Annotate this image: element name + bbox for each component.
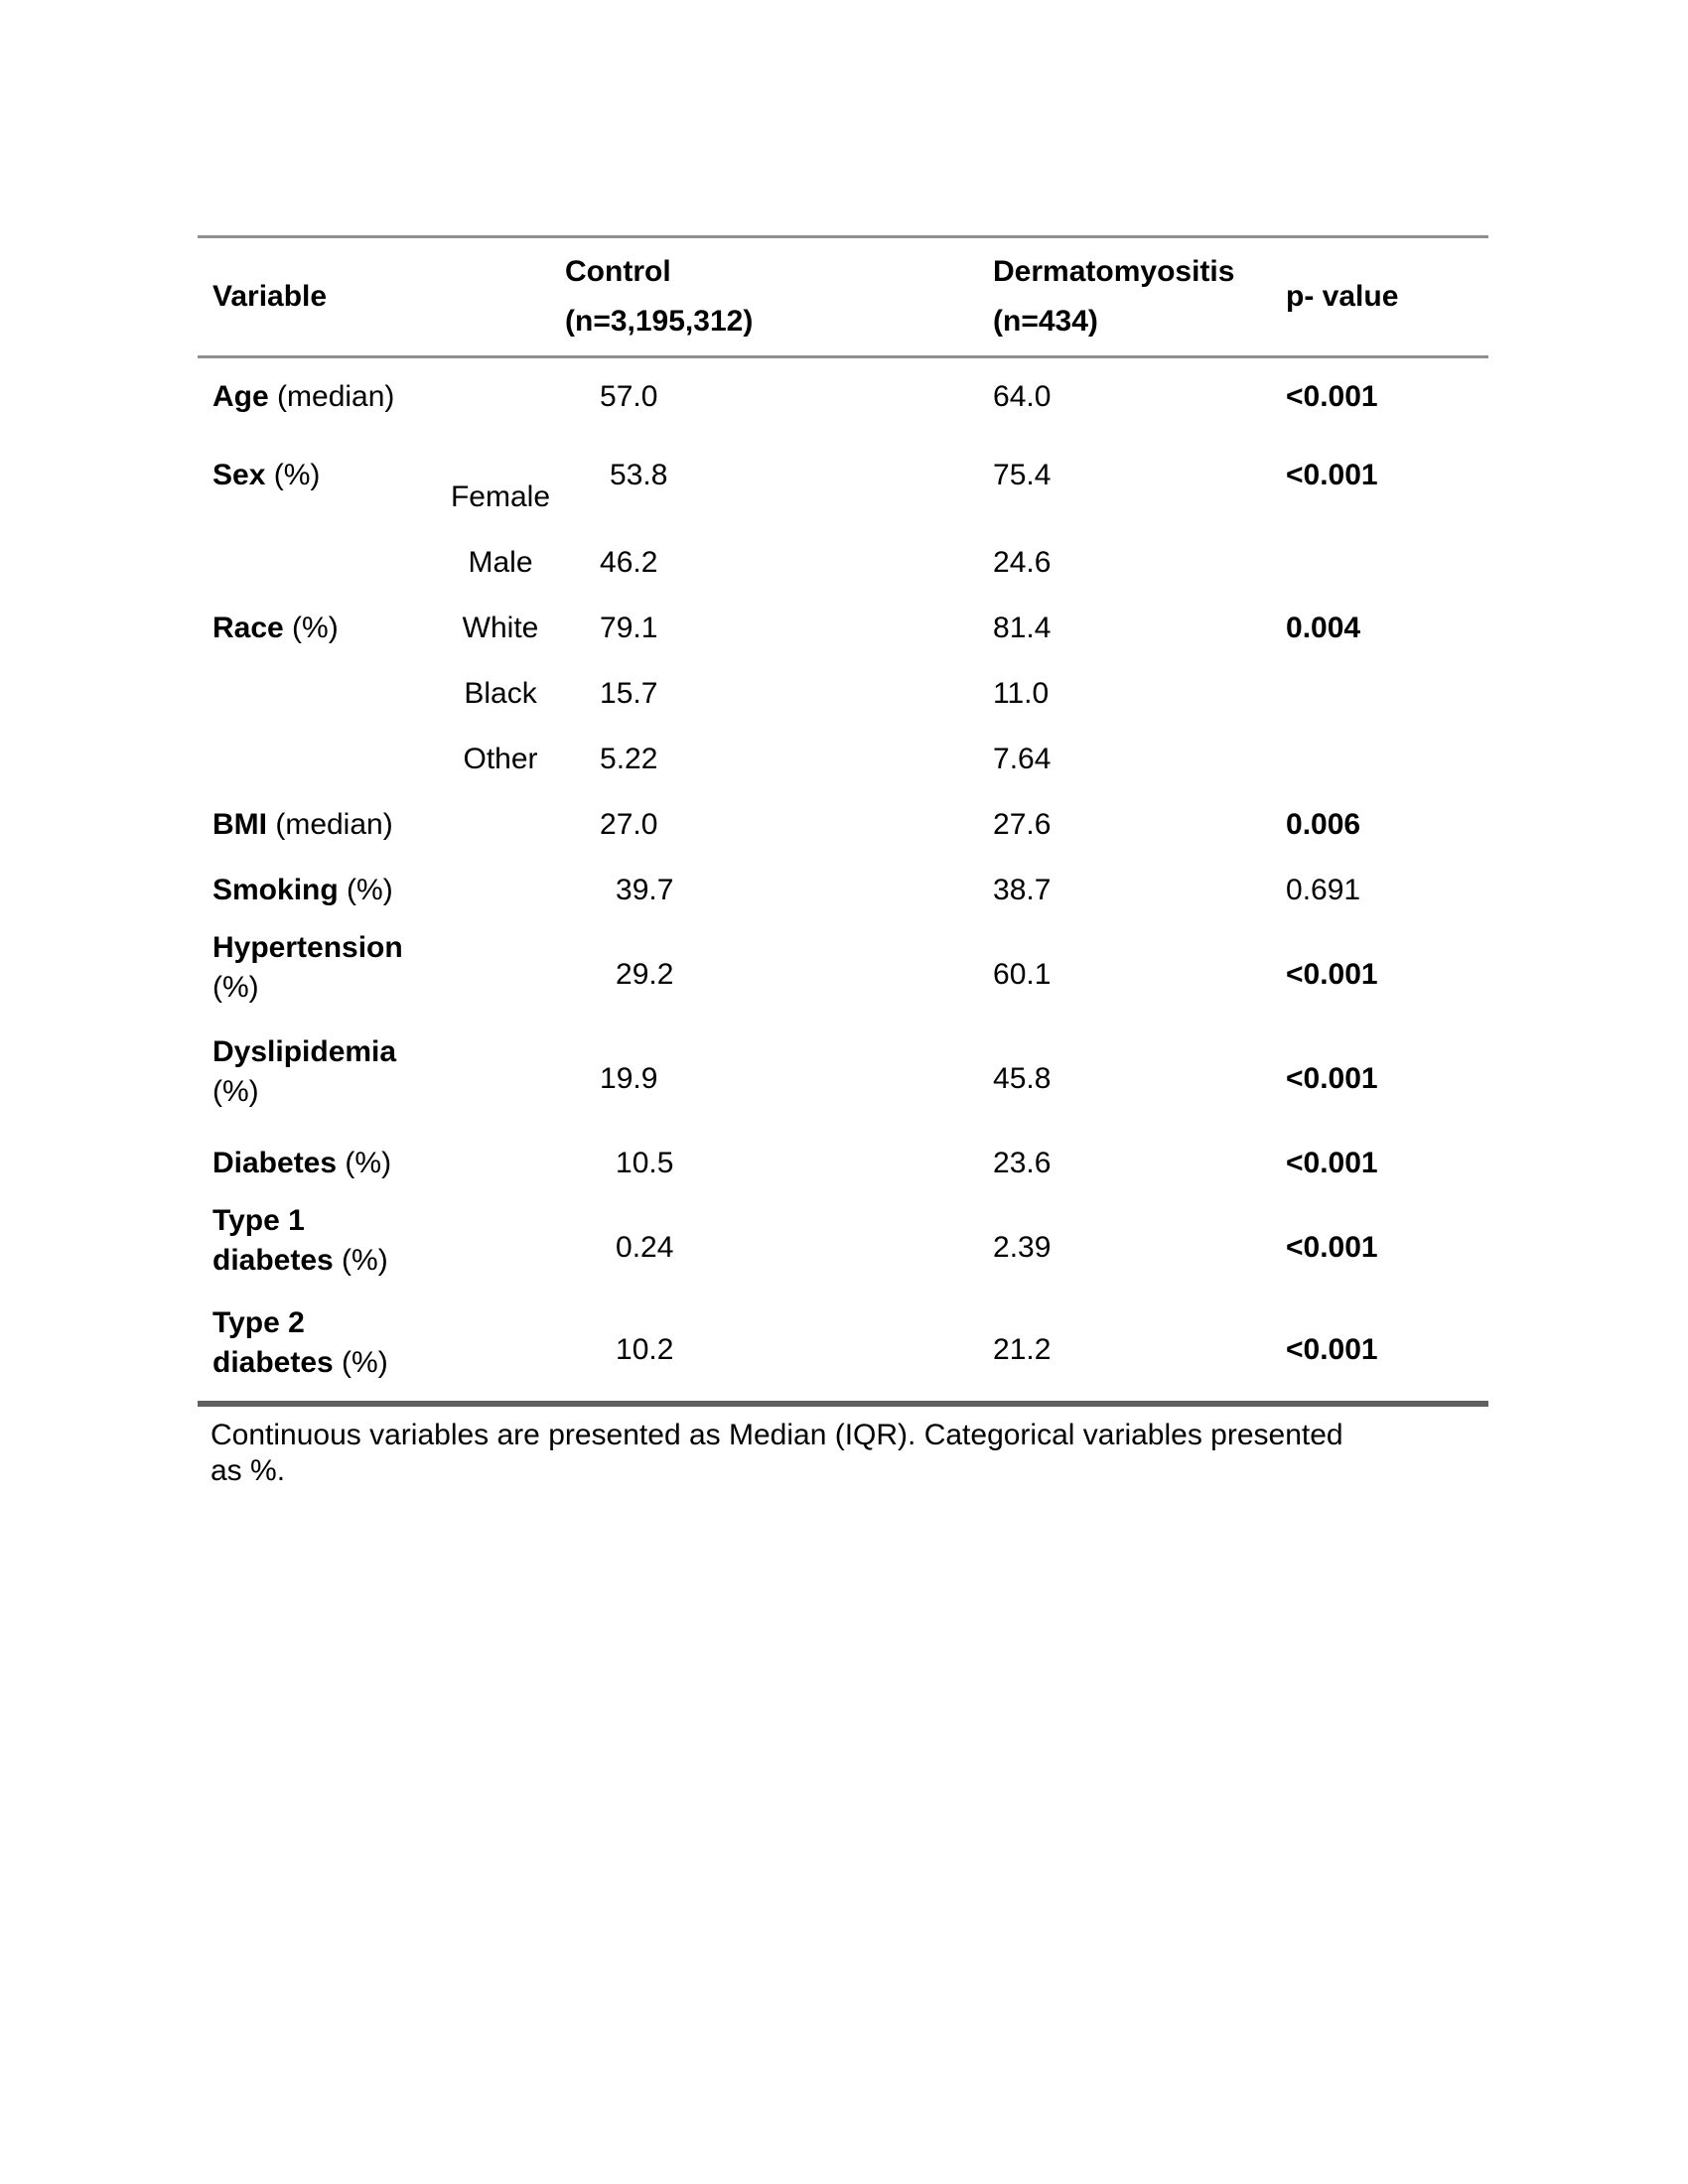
pvalue-cell: <0.001 xyxy=(1286,458,1378,491)
variable-name: Race xyxy=(212,611,284,644)
pvalue-cell: 0.691 xyxy=(1286,873,1361,906)
pvalue-cell xyxy=(1250,661,1488,727)
variable-suffix: (median) xyxy=(267,807,393,841)
control-value-cell: 19.9 xyxy=(600,1062,658,1095)
variable-name: Smoking xyxy=(212,873,339,906)
pvalue-cell: <0.001 xyxy=(1286,1147,1378,1179)
table-row xyxy=(198,858,1488,923)
table-row xyxy=(198,923,1488,1027)
variable-name: Dyslipidemia xyxy=(212,1035,397,1068)
table-row xyxy=(198,1300,1488,1404)
dermatomyositis-value-cell: 64.0 xyxy=(993,379,1052,413)
subcategory-cell: Male xyxy=(468,545,533,579)
variable-cell xyxy=(198,792,436,858)
variable-name: Type 1 xyxy=(212,1204,305,1237)
footnote-line2: as %. xyxy=(211,1454,286,1487)
pvalue-cell xyxy=(1250,727,1488,792)
pvalue-cell: <0.001 xyxy=(1286,1231,1378,1264)
variable-suffix: (median) xyxy=(268,379,395,413)
variable-cell xyxy=(198,1300,436,1404)
table-header-row xyxy=(198,237,1488,357)
control-value-cell: 39.7 xyxy=(616,873,674,906)
control-header-line1: Control xyxy=(565,255,671,288)
table-row xyxy=(198,661,1488,727)
variable-cell xyxy=(198,661,436,727)
variable-suffix: (%) xyxy=(265,458,321,491)
variable-name: Diabetes xyxy=(212,1147,338,1179)
pvalue-cell: <0.001 xyxy=(1286,958,1378,991)
dermatomyositis-header-lines xyxy=(993,247,1250,346)
variable-line2 xyxy=(212,1343,436,1383)
table-row xyxy=(198,357,1488,436)
dermatomyositis-value-cell: 24.6 xyxy=(993,545,1052,579)
table-row xyxy=(198,792,1488,858)
control-header-lines xyxy=(565,247,957,346)
dermatomyositis-value-cell: 11.0 xyxy=(993,676,1050,710)
control-value-cell: 5.22 xyxy=(600,742,658,775)
variable-suffix: (%) xyxy=(337,1147,392,1179)
variable-suffix2: (%) xyxy=(212,1075,259,1108)
variable-name: Sex xyxy=(212,458,266,491)
control-value-cell: 29.2 xyxy=(616,958,674,991)
table-row xyxy=(198,1196,1488,1300)
pvalue-cell: 0.006 xyxy=(1286,807,1361,841)
pvalue-cell: <0.001 xyxy=(1286,1062,1378,1095)
subcategory-cell xyxy=(436,1300,565,1404)
variable-suffix: (%) xyxy=(338,873,393,906)
control-value-cell: 10.5 xyxy=(616,1147,674,1179)
variable-line1 xyxy=(212,1032,436,1072)
table-row xyxy=(198,1132,1488,1196)
column-header-pvalue: p- value xyxy=(1286,280,1399,313)
variable-cell xyxy=(198,596,436,661)
variable-name2: diabetes xyxy=(212,1244,334,1277)
subcategory-cell: White xyxy=(462,611,539,644)
variable-cell xyxy=(198,1196,436,1300)
table-row xyxy=(198,530,1488,596)
subcategory-cell xyxy=(436,357,565,436)
variable-suffix2: (%) xyxy=(333,1346,388,1379)
dermatomyositis-value-cell: 38.7 xyxy=(993,873,1052,906)
variable-line1 xyxy=(212,928,436,968)
pvalue-cell: <0.001 xyxy=(1286,1333,1378,1366)
subcategory-cell xyxy=(436,858,565,923)
variable-cell xyxy=(198,1027,436,1132)
variable-line2 xyxy=(212,968,436,1008)
dermatomyositis-value-cell: 45.8 xyxy=(993,1062,1052,1095)
table-row xyxy=(198,436,1488,530)
column-header-variable: Variable xyxy=(212,280,328,313)
variable-cell xyxy=(198,530,436,596)
subcategory-cell: Female xyxy=(450,479,551,513)
dermatomyositis-header-line1: Dermatomyositis xyxy=(993,255,1235,288)
control-value-cell: 15.7 xyxy=(600,676,658,710)
subcategory-cell xyxy=(436,1132,565,1196)
control-value-cell: 46.2 xyxy=(600,545,658,579)
control-value-cell: 57.0 xyxy=(600,379,658,413)
control-value-cell: 79.1 xyxy=(600,611,658,644)
dermatomyositis-value-cell: 75.4 xyxy=(993,458,1052,491)
table-row xyxy=(198,596,1488,661)
column-header-dermatomyositis xyxy=(957,237,1250,357)
footnote-line1: Continuous variables are presented as Median (IQR). Categorical variables presented xyxy=(211,1419,1343,1451)
dermatomyositis-header-line2: (n=434) xyxy=(993,305,1098,338)
variable-suffix2: (%) xyxy=(333,1244,388,1277)
variable-name: Age xyxy=(212,379,269,413)
pvalue-cell: 0.004 xyxy=(1286,611,1361,644)
subcategory-cell xyxy=(436,923,565,1027)
variable-cell xyxy=(198,727,436,792)
dermatomyositis-value-cell: 60.1 xyxy=(993,958,1052,991)
variable-line1 xyxy=(212,1303,436,1343)
subcategory-cell xyxy=(436,792,565,858)
dermatomyositis-value-cell: 23.6 xyxy=(993,1147,1052,1179)
variable-line1 xyxy=(212,1201,436,1241)
variable-suffix2: (%) xyxy=(212,971,259,1004)
variable-suffix: (%) xyxy=(283,611,339,644)
dermatomyositis-value-cell: 27.6 xyxy=(993,807,1052,841)
control-value-cell: 0.24 xyxy=(616,1231,674,1264)
table-footnote xyxy=(211,1418,1343,1489)
demographics-table-container xyxy=(198,235,1488,1407)
dermatomyositis-value-cell: 81.4 xyxy=(993,611,1052,644)
variable-cell xyxy=(198,923,436,1027)
pvalue-cell xyxy=(1250,530,1488,596)
subcategory-cell xyxy=(436,1027,565,1132)
dermatomyositis-value-cell: 7.64 xyxy=(993,742,1052,775)
variable-name2: diabetes xyxy=(212,1346,334,1379)
subcategory-cell: Black xyxy=(464,676,537,710)
demographics-table xyxy=(198,235,1488,1407)
dermatomyositis-value-cell: 2.39 xyxy=(993,1231,1052,1264)
control-value-cell: 53.8 xyxy=(610,458,668,491)
table-row xyxy=(198,1027,1488,1132)
variable-name: Type 2 xyxy=(212,1306,305,1339)
variable-cell xyxy=(198,858,436,923)
variable-cell xyxy=(198,436,436,530)
subcategory-cell xyxy=(436,1196,565,1300)
variable-name: Hypertension xyxy=(212,931,403,964)
pvalue-cell: <0.001 xyxy=(1286,379,1378,413)
subcategory-cell: Other xyxy=(463,742,538,775)
variable-cell xyxy=(198,357,436,436)
control-header-line2: (n=3,195,312) xyxy=(565,305,754,338)
variable-line2 xyxy=(212,1072,436,1112)
column-header-control xyxy=(565,237,957,357)
control-value-cell: 27.0 xyxy=(600,807,658,841)
variable-line2 xyxy=(212,1241,436,1281)
variable-cell xyxy=(198,1132,436,1196)
control-value-cell: 10.2 xyxy=(616,1333,674,1366)
variable-name: BMI xyxy=(212,807,267,841)
dermatomyositis-value-cell: 21.2 xyxy=(993,1333,1052,1366)
table-row xyxy=(198,727,1488,792)
